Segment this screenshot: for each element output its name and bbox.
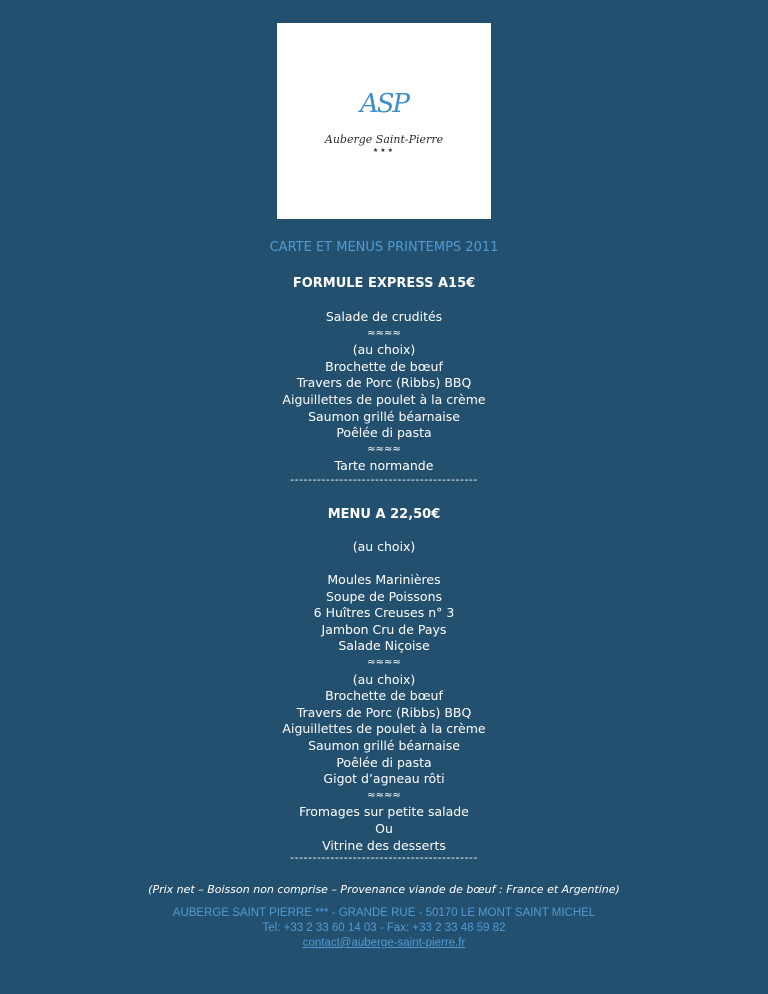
main-item: Aiguillettes de poulet à la crème xyxy=(282,721,486,737)
main-item: Saumon grillé béarnaise xyxy=(308,408,460,424)
ornament: ≈≈≈≈ xyxy=(367,443,401,455)
choice-label: (au choix) xyxy=(352,671,416,687)
dessert-item: Tarte normande xyxy=(334,458,434,474)
main-item: Poêlée di pasta xyxy=(336,425,432,441)
separator: ------------------------------------------ xyxy=(290,473,478,486)
footer-email-link[interactable]: contact@auberge-saint-pierre.fr xyxy=(302,937,466,949)
logo-monogram: ASP xyxy=(359,89,409,119)
footer-phone: Tel: +33 2 33 60 14 03 - Fax: +33 2 33 48 59 82 xyxy=(262,922,506,934)
page-title: CARTE ET MENUS PRINTEMPS 2011 xyxy=(269,240,499,255)
main-item: Saumon grillé béarnaise xyxy=(308,737,460,753)
logo xyxy=(277,23,491,219)
starter-item: Soupe de Poissons xyxy=(325,588,443,604)
menu-2250-list xyxy=(0,572,768,854)
or-label: Ou xyxy=(375,820,393,836)
menu-2250-heading: MENU A 22,50€ xyxy=(327,507,441,522)
logo-name: Auberge Saint-Pierre xyxy=(324,133,444,146)
price-note: (Prix net – Boisson non comprise – Provenance viande de bœuf : France et Argentine) xyxy=(148,883,620,896)
dessert-item: Fromages sur petite salade xyxy=(299,804,469,820)
starter-item: Salade Niçoise xyxy=(338,638,430,654)
footer xyxy=(0,906,768,951)
ornament: ≈≈≈≈ xyxy=(367,789,401,801)
main-item: Gigot d’agneau rôti xyxy=(323,771,445,787)
main-item: Brochette de bœuf xyxy=(325,358,443,374)
choice-label: (au choix) xyxy=(352,342,416,358)
starter-item: Jambon Cru de Pays xyxy=(321,621,447,637)
main-item: Aiguillettes de poulet à la crème xyxy=(282,391,486,407)
footer-address: AUBERGE SAINT PIERRE *** - GRANDE RUE - 50170 LE MONT SAINT MICHEL xyxy=(172,907,596,919)
main-item: Poêlée di pasta xyxy=(336,754,432,770)
separator: ------------------------------------------ xyxy=(290,851,478,864)
starter-item: Moules Marinières xyxy=(327,572,441,587)
formule-express-list xyxy=(0,309,768,475)
menu-choice-label: (au choix) xyxy=(352,539,416,554)
dessert-item: Vitrine des desserts xyxy=(322,837,446,853)
main-item: Travers de Porc (Ribbs) BBQ xyxy=(296,704,472,720)
formule-express-heading: FORMULE EXPRESS A15€ xyxy=(292,276,476,291)
starter-item: 6 Huîtres Creuses n° 3 xyxy=(313,605,455,621)
logo-stars: ★★★ xyxy=(372,147,396,154)
ornament: ≈≈≈≈ xyxy=(367,327,401,339)
main-item: Travers de Porc (Ribbs) BBQ xyxy=(296,375,472,391)
ornament: ≈≈≈≈ xyxy=(367,656,401,668)
starter-item: Salade de crudités xyxy=(325,309,443,324)
main-item: Brochette de bœuf xyxy=(325,688,443,704)
